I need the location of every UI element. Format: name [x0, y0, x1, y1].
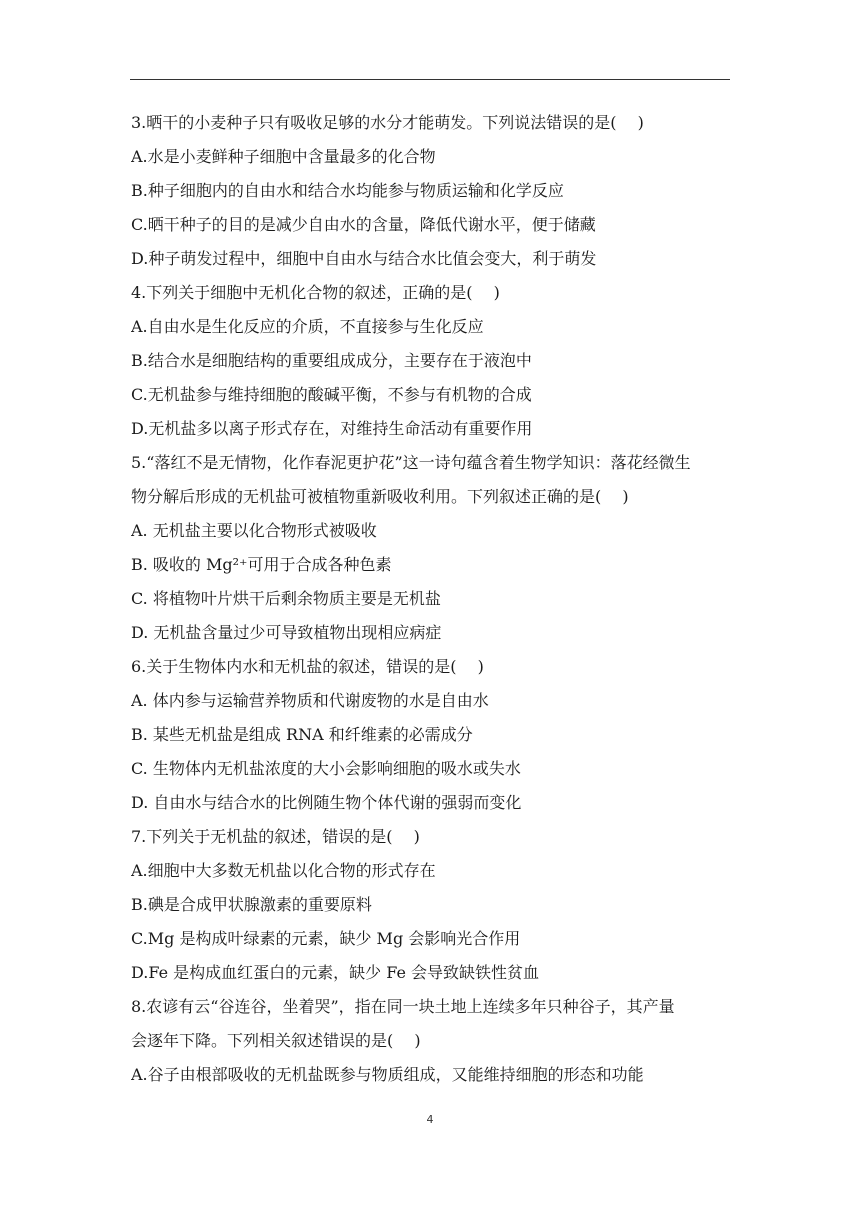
text-line: B. 某些无机盐是组成 RNA 和纤维素的必需成分 [131, 725, 473, 744]
text-line: A. 体内参与运输营养物质和代谢废物的水是自由水 [131, 691, 489, 710]
text-line: 6.关于生物体内水和无机盐的叙述，错误的是( ) [131, 657, 484, 676]
page-number: 4 [426, 1113, 434, 1126]
text-line: C. 将植物叶片烘干后剩余物质主要是无机盐 [131, 589, 441, 608]
text-line: B.碘是合成甲状腺激素的重要原料 [131, 895, 372, 914]
text-line: B.结合水是细胞结构的重要组成成分，主要存在于液泡中 [131, 351, 532, 370]
text-line: D. 自由水与结合水的比例随生物个体代谢的强弱而变化 [131, 793, 522, 812]
text-line: B.种子细胞内的自由水和结合水均能参与物质运输和化学反应 [131, 181, 564, 200]
text-line: 7.下列关于无机盐的叙述，错误的是( ) [131, 827, 420, 846]
text-line: A. 无机盐主要以化合物形式被吸收 [131, 521, 377, 540]
text-line: C. 生物体内无机盐浓度的大小会影响细胞的吸水或失水 [131, 759, 521, 778]
text-line: D.Fe 是构成血红蛋白的元素，缺少 Fe 会导致缺铁性贫血 [131, 963, 539, 982]
text-line: A.水是小麦鲜种子细胞中含量最多的化合物 [131, 147, 436, 166]
text-line: A.谷子由根部吸收的无机盐既参与物质组成，又能维持细胞的形态和功能 [131, 1065, 644, 1084]
text-line: D.无机盐多以离子形式存在，对维持生命活动有重要作用 [131, 419, 533, 438]
text-line: D.种子萌发过程中，细胞中自由水与结合水比值会变大，利于萌发 [131, 249, 597, 268]
text-line: A.自由水是生化反应的介质，不直接参与生化反应 [131, 317, 484, 336]
text-line: D. 无机盐含量过少可导致植物出现相应病症 [131, 623, 442, 642]
text-line: C.无机盐参与维持细胞的酸碱平衡，不参与有机物的合成 [131, 385, 532, 404]
header-rule [130, 79, 730, 80]
text-line: 会逐年下降。下列相关叙述错误的是( ) [131, 1031, 421, 1050]
text-line: A.细胞中大多数无机盐以化合物的形式存在 [131, 861, 436, 880]
text-line: 5.“落红不是无情物，化作春泥更护花”这一诗句蕴含着生物学知识：落花经微生 [131, 453, 691, 472]
text-line: 4.下列关于细胞中无机化合物的叙述，正确的是( ) [131, 283, 500, 302]
text-line: 8.农谚有云“谷连谷，坐着哭”，指在同一块土地上连续多年只种谷子，其产量 [131, 997, 675, 1016]
question-text [131, 106, 731, 1092]
text-line: 3.晒干的小麦种子只有吸收足够的水分才能萌发。下列说法错误的是( ) [131, 113, 644, 132]
text-line: C.晒干种子的目的是减少自由水的含量，降低代谢水平，便于储藏 [131, 215, 596, 234]
text-line: B. 吸收的 Mg²⁺可用于合成各种色素 [131, 555, 392, 574]
text-line: 物分解后形成的无机盐可被植物重新吸收利用。下列叙述正确的是( ) [131, 487, 629, 506]
text-line: C.Mg 是构成叶绿素的元素，缺少 Mg 会影响光合作用 [131, 929, 521, 948]
